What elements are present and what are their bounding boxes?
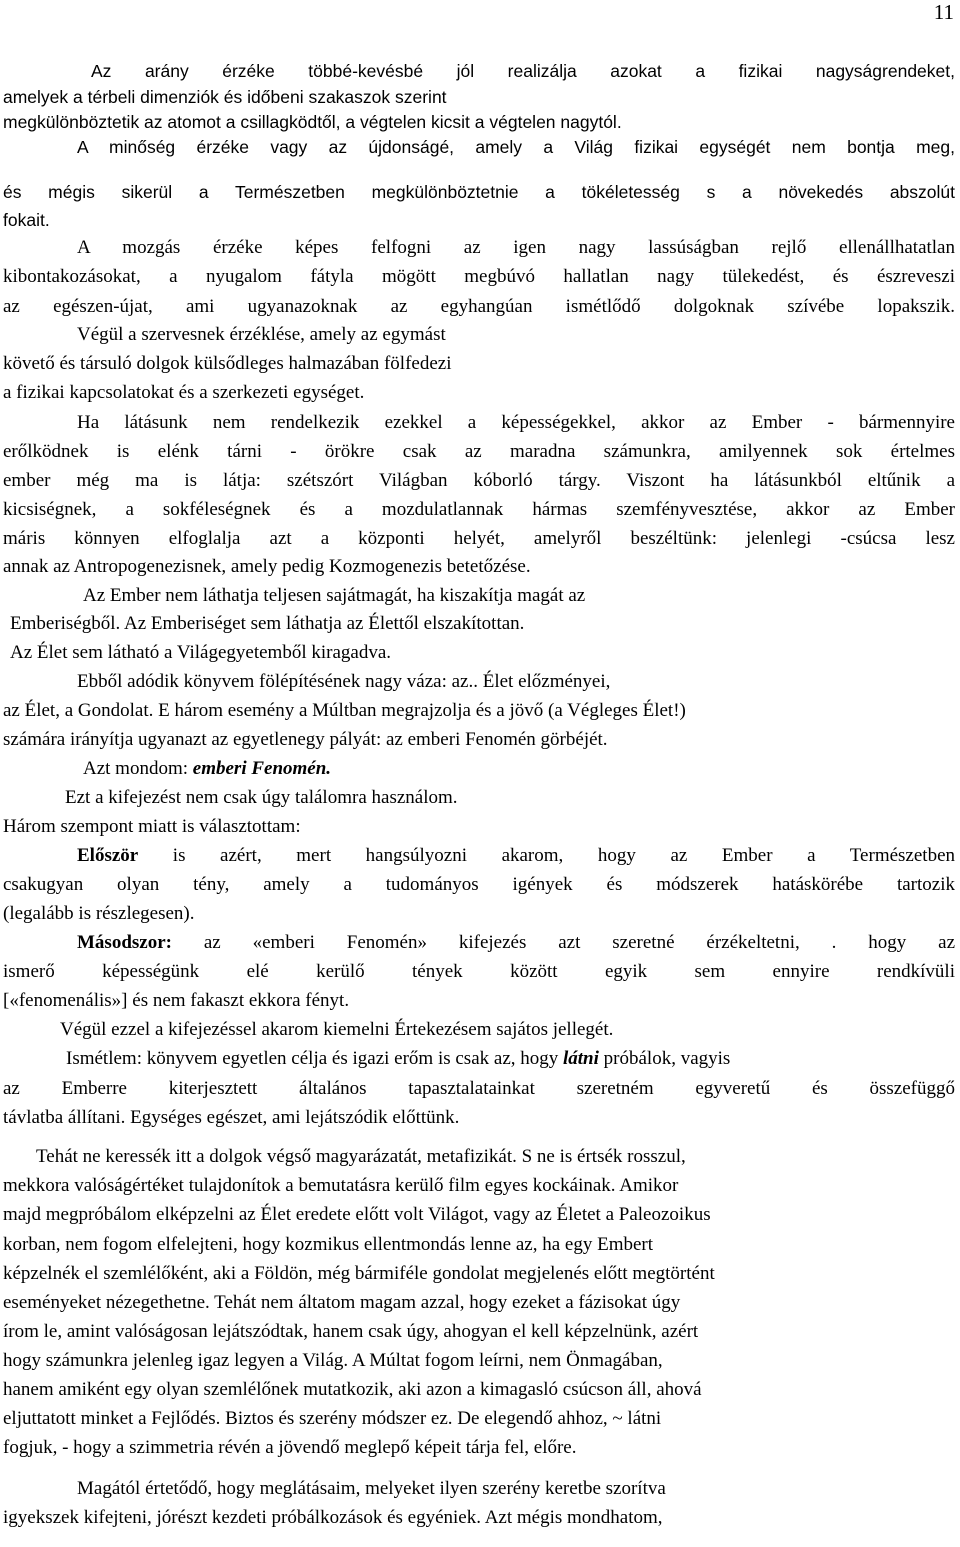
- text-line: Három szempont miatt is választottam:: [3, 816, 301, 837]
- text-line: képzelnék el szemlélőként, aki a Földön, még bármiféle gondolat megjelenés előtt megtörtént: [3, 1263, 715, 1284]
- text-line: Ezt a kifejezést nem csak úgy találomra használom.: [65, 787, 458, 808]
- text-line: és mégis sikerül a Természetben megkülönböztetnie a tökéletesség s a növekedés abszolút: [3, 182, 955, 202]
- text-line: Tehát ne keressék itt a dolgok végső magyarázatát, metafizikát. S ne is értsék rosszul,: [36, 1146, 686, 1167]
- text-line: hanem amiként egy olyan szemlélőnek mutatkozik, aki azon a kimagasló csúcson áll, ahová: [3, 1379, 702, 1400]
- text-line: eseményeket nézegethetne. Tehát nem áltatom magam azzal, hogy ezeket a fázisokat úgy: [3, 1292, 681, 1313]
- text-line: az Élet, a Gondolat. E három esemény a Múltban megrajzolja és a jövő (a Végleges Élet!): [3, 700, 686, 721]
- emphasis: látni: [563, 1048, 599, 1069]
- emphasis-lead: Másodszor:: [77, 932, 172, 953]
- text-line: A minőség érzéke vagy az újdonságé, amely a Világ fizikai egységét nem bontja meg,: [77, 137, 955, 157]
- text-line: az Emberre kiterjesztett általános tapasztalatainkat szeretném egyveretű és összefüggő: [3, 1078, 955, 1099]
- text-line: [«fenomenális»] és nem fakaszt ekkora fényt.: [3, 990, 350, 1011]
- text-line: majd megpróbálom elképzelni az Élet eredete előtt volt Világot, vagy az Életet a Paleozoikus: [3, 1204, 711, 1225]
- text-line: Ha látásunk nem rendelkezik ezekkel a képességekkel, akkor az Ember - bármennyire: [77, 412, 955, 433]
- text-line: mekkora valóságértéket tulajdonítok a bemutatásra kerülő film egyes kockáinak. Amikor: [3, 1175, 679, 1196]
- text-line: Először is azért, mert hangsúlyozni akarom, hogy az Ember a Természetben: [77, 845, 955, 866]
- text-line: Azt mondom: emberi Fenomén.: [83, 758, 332, 779]
- text-line: ismerő képességünk elé kerülő tények között egyik sem ennyire rendkívüli: [3, 961, 955, 982]
- text-line: megkülönböztetik az atomot a csillagködtől, a végtelen kicsit a végtelen nagytól.: [3, 112, 622, 132]
- text-line: követő és társuló dolgok külsődleges halmazában fölfedezi: [3, 353, 452, 374]
- text-line: ember még ma is látja: szétszórt Világban kóborló tárgy. Viszont ha látásunkból eltűnik a: [3, 470, 955, 491]
- text-line: Az Élet sem látható a Világegyetemből kiragadva.: [10, 642, 392, 663]
- text-line: amelyek a térbeli dimenziók és időbeni szakaszok szerint: [3, 87, 447, 107]
- text-line: A mozgás érzéke képes felfogni az igen nagy lassúságban rejlő ellenállhatatlan: [77, 237, 955, 258]
- text-line: Az Ember nem láthatja teljesen sajátmagát, ha kiszakítja magát az: [83, 585, 586, 606]
- text-line: hogy számunkra jelenleg igaz legyen a Világ. A Múltat fogom leírni, nem Önmagában,: [3, 1350, 663, 1371]
- text-line: Az arány érzéke többé-kevésbé jól realizálja azokat a fizikai nagyságrendeket,: [91, 61, 955, 81]
- text-line: Másodszor: az «emberi Fenomén» kifejezés azt szeretné érzékeltetni, . hogy az: [77, 932, 955, 953]
- text-line: annak az Antropogenezisnek, amely pedig Kozmogenezis betetőzése.: [3, 556, 531, 577]
- text-line: eljuttatott minket a Fejlődés. Biztos és szerény módszer ez. De elegendő ahhoz, ~ látni: [3, 1408, 662, 1429]
- text-line: az egészen-újat, ami ugyanazoknak az egyhangúan ismétlődő dolgoknak szívébe lopakszik.: [3, 296, 955, 317]
- emphasis: emberi Fenomén.: [192, 758, 332, 779]
- text-line: írom le, amint valóságosan lejátszódtak, hanem csak úgy, ahogyan el kell képzelnünk, azért: [3, 1321, 699, 1342]
- page-number: 11: [933, 0, 954, 24]
- text-line: csakugyan olyan tény, amely a tudományos igények és módszerek hatáskörébe tartozik: [3, 874, 955, 895]
- text-line: igyekszek kifejteni, jórészt kezdeti próbálkozások és egyéniek. Azt mégis mondhatom,: [3, 1507, 663, 1528]
- text-line: Emberiségből. Az Emberiséget sem láthatja az Élettől elszakítottan.: [10, 613, 525, 634]
- text-line: korban, nem fogom elfelejteni, hogy kozmikus ellentmondás lenne az, ha egy Embert: [3, 1234, 654, 1255]
- emphasis-lead: Először: [77, 845, 139, 866]
- text-line: távlatba állítani. Egységes egészet, ami lejátszódik előttünk.: [3, 1107, 460, 1128]
- text-line: a fizikai kapcsolatokat és a szerkezeti egységet.: [3, 382, 365, 403]
- text-line: kicsiségnek, a sokféleségnek és a mozdulatlannak hármas szemfényvesztése, akkor az Ember: [3, 499, 955, 520]
- text-line: fokait.: [3, 210, 50, 230]
- text-line: Ebből adódik könyvem fölépítésének nagy váza: az.. Élet előzményei,: [77, 671, 611, 692]
- text-line: máris könnyen elfoglalja azt a központi helyét, amelyről beszéltünk: jelenlegi -csúcsa lesz: [3, 528, 955, 549]
- text-line: Végül ezzel a kifejezéssel akarom kiemelni Értekezésem sajátos jellegét.: [60, 1019, 614, 1040]
- text-line: Végül a szervesnek érzéklése, amely az egymást: [77, 324, 446, 345]
- text-line: Ismétlem: könyvem egyetlen célja és igazi erőm is csak az, hogy látni próbálok, vagyis: [66, 1048, 731, 1069]
- text-line: számára irányítja ugyanazt az egyetlenegy pályát: az emberi Fenomén görbéjét.: [3, 729, 608, 750]
- text-line: erőlködnek is elénk tárni - örökre csak az maradna számunkra, amilyennek sok értelmes: [3, 441, 955, 462]
- text-line: fogjuk, - hogy a szimmetria révén a jövendő meglepő képeit tárja fel, előre.: [3, 1437, 577, 1458]
- text-line: kibontakozásokat, a nyugalom fátyla mögött megbúvó hallatlan nagy tülekedést, és észreveszi: [3, 266, 955, 287]
- text-line: Magától értetődő, hogy meglátásaim, melyeket ilyen szerény keretbe szorítva: [77, 1478, 666, 1499]
- text-line: (legalább is részlegesen).: [3, 903, 195, 924]
